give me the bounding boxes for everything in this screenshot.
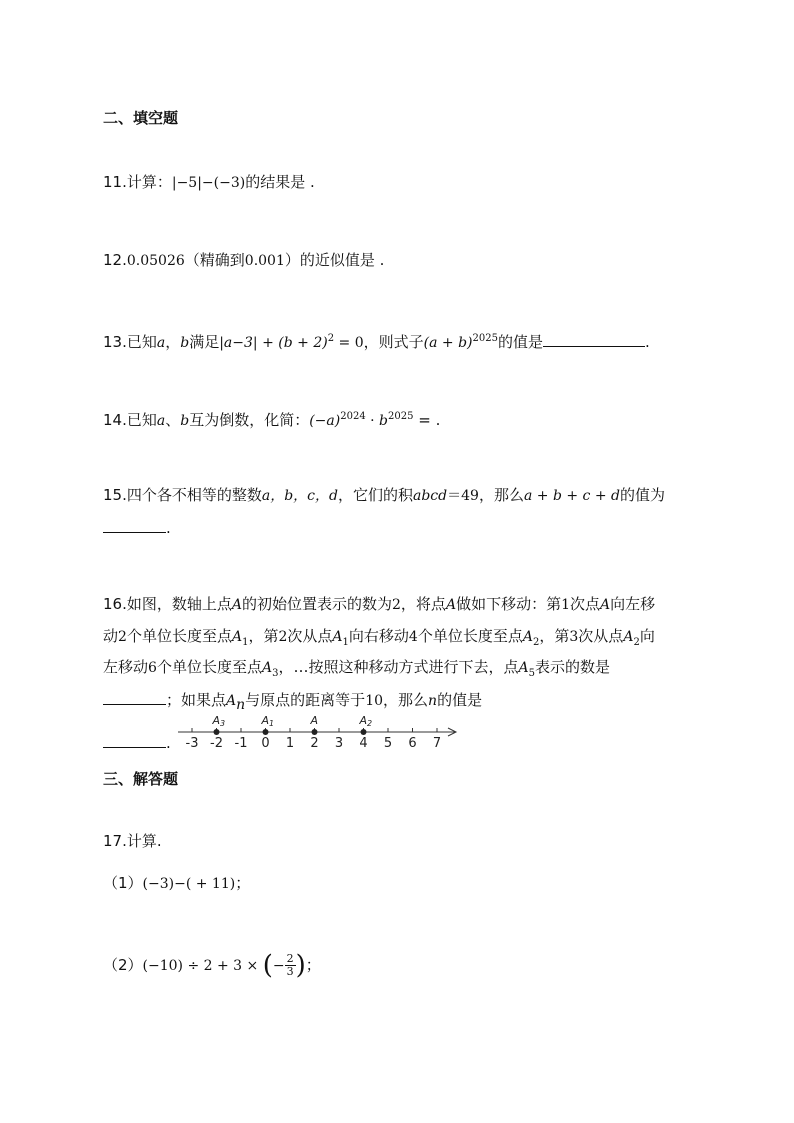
q17-part2-expr: (−10) ÷ 2 + 3 × <box>142 958 263 974</box>
q16-text: 动 <box>103 627 119 645</box>
number-line-tick-label: 1 <box>285 736 295 751</box>
q15-end: . <box>166 519 171 537</box>
q12-mid: （精确到 <box>184 251 245 269</box>
q14-base1: (−a) <box>309 413 341 429</box>
q15-mid2: ，那么 <box>478 486 524 504</box>
q11-prefix: 11.计算： <box>103 173 172 191</box>
q16-text: 向 <box>639 627 655 645</box>
q16-var-n: n <box>428 693 438 709</box>
q16-text: ，将点 <box>400 595 446 613</box>
number-line-point <box>214 729 220 735</box>
q16-point-a: A <box>226 693 237 709</box>
q16-subscript: n <box>236 697 246 713</box>
q16-text: 16.如图，数轴上点 <box>103 595 232 613</box>
number-line-tick-label: 2 <box>310 736 319 751</box>
q11-expr: |−5|−(−3) <box>171 175 246 191</box>
q16-subscript: 3 <box>272 668 279 679</box>
q17-part1-end: ； <box>235 874 251 892</box>
q15-vars: a，b，c，d <box>261 488 338 504</box>
q17-fraction-numerator: 2 <box>286 952 294 965</box>
q16-answer-blank-1[interactable] <box>103 690 166 705</box>
q16-text: 次从点 <box>578 627 624 645</box>
q16-point-a: A <box>231 597 242 613</box>
q16-point-a: A <box>600 597 611 613</box>
number-line-point <box>263 729 269 735</box>
question-13 <box>103 329 650 353</box>
q15-mid: ，它们的积 <box>337 486 413 504</box>
number-line-tick-label: 4 <box>359 736 368 751</box>
q14-sep: 、 <box>165 411 181 429</box>
number-line-point-label: A2 <box>359 714 373 728</box>
q16-number: 6 <box>148 660 157 676</box>
q16-text: 向右移动 <box>348 627 409 645</box>
q16-number: 2 <box>392 597 401 613</box>
number-line-tick-label: 0 <box>261 736 270 751</box>
q16-text: 与原点的距离等于 <box>245 691 366 709</box>
q16-point-a: A <box>332 629 343 645</box>
q16-subscript: 2 <box>633 637 640 648</box>
q16-subscript: 1 <box>242 637 249 648</box>
q16-text: 个单位长度至点 <box>156 658 262 676</box>
question-15-line2 <box>103 518 171 538</box>
q16-text: 次点 <box>570 595 601 613</box>
q16-number: 2 <box>118 629 127 645</box>
q16-end: . <box>166 734 171 752</box>
section-heading-answer: 三、解答题 <box>103 770 179 788</box>
q16-number: 3 <box>569 629 579 645</box>
q13-cond-end: = 0 <box>334 335 364 351</box>
number-line-tick-label: 7 <box>432 736 442 751</box>
q13-cond-expr: |a−3| + (b + 2) <box>219 335 328 351</box>
q13-exponent: 2025 <box>472 333 498 344</box>
q15-suffix: 的值为 <box>619 486 665 504</box>
q13-expr: (a + b) <box>423 335 473 351</box>
q13-comma: ， <box>165 333 181 351</box>
q16-text: 次从点 <box>287 627 333 645</box>
question-17-part2 <box>103 950 321 981</box>
q17-fraction <box>285 953 296 978</box>
question-16-line3 <box>103 657 610 684</box>
q14-exp1: 2024 <box>340 411 366 422</box>
q17-minus-sign: − <box>272 958 285 974</box>
q13-square: 2 <box>327 333 335 344</box>
q16-text: ；如果点 <box>166 691 227 709</box>
q13-end: . <box>644 333 650 351</box>
q16-text: 个单位长度至点 <box>417 627 523 645</box>
number-line-point-label: A1 <box>261 714 275 728</box>
q13-suffix: 的值是 <box>497 333 543 351</box>
q17-fraction-denominator: 3 <box>286 965 294 978</box>
q16-point-a: A <box>261 660 273 676</box>
number-line-point-label: A3 <box>212 714 226 728</box>
q16-text: ，第 <box>539 627 570 645</box>
q16-text: 的值是 <box>437 691 483 709</box>
q16-point-a: A <box>445 597 457 613</box>
q16-point-a: A <box>623 629 634 645</box>
q16-answer-blank-2[interactable] <box>103 733 166 748</box>
question-16-line1 <box>103 594 655 615</box>
number-line-figure <box>178 709 468 753</box>
q16-subscript: 2 <box>532 637 540 648</box>
q15-prefix: 15.四个各不相等的整数 <box>103 486 262 504</box>
q16-number: 4 <box>408 629 418 645</box>
q12-suffix: ）的近似值是 . <box>284 251 385 269</box>
number-line-tick-label: -1 <box>234 736 248 751</box>
q17-left-paren: ( <box>262 950 273 981</box>
q13-mid: ，则式子 <box>363 333 424 351</box>
q12-number: 0.05026 <box>126 253 185 269</box>
q17-part2-end: ； <box>305 956 321 974</box>
number-line-tick-label: 6 <box>408 736 417 751</box>
q15-answer-blank[interactable] <box>103 518 166 533</box>
q16-text: 表示的数是 <box>534 658 610 676</box>
q16-point-a: A <box>231 629 243 645</box>
q13-var-b: b <box>180 335 190 351</box>
number-line-point <box>312 729 318 735</box>
question-11 <box>103 172 315 193</box>
question-14 <box>103 407 440 431</box>
q11-suffix: 的结果是 . <box>245 173 315 191</box>
q16-text: ，第 <box>248 627 279 645</box>
q17-part1-label: （1） <box>103 874 143 892</box>
q16-text: 左移动 <box>103 658 149 676</box>
q13-var-a: a <box>156 335 166 351</box>
q17-part1-expr: (−3)−( + 11) <box>142 876 236 892</box>
number-line-tick-label: 5 <box>383 736 393 751</box>
q14-base2: b <box>379 413 389 429</box>
number-line-point-label: A <box>310 714 319 727</box>
q13-prefix: 13.已知 <box>103 333 157 351</box>
number-line-tick-label: -2 <box>210 736 223 751</box>
q16-text: 向左移 <box>610 595 656 613</box>
q14-var-a: a <box>156 413 166 429</box>
q15-product: abcd <box>413 488 448 504</box>
q16-number: 10 <box>365 693 384 709</box>
q13-cond-label: 满足 <box>189 333 220 351</box>
q16-text: 个单位长度至点 <box>126 627 232 645</box>
q16-number: 2 <box>278 629 288 645</box>
q16-text: ，那么 <box>383 691 429 709</box>
q14-var-b: b <box>180 413 190 429</box>
q16-subscript: 1 <box>342 637 349 648</box>
number-line-tick-label: -3 <box>185 736 199 751</box>
q16-point-a: A <box>522 629 533 645</box>
question-17-part1 <box>103 873 250 894</box>
q16-subscript: 5 <box>528 668 535 679</box>
q15-eq: ＝49 <box>447 488 479 504</box>
q16-text: 的初始位置表示的数为 <box>241 595 392 613</box>
q12-prefix: 12. <box>103 251 127 269</box>
q17-part2-label: （2） <box>103 956 143 974</box>
q16-number: 1 <box>561 597 570 613</box>
question-16-line2 <box>103 626 655 653</box>
q16-text: ，…按照这种移动方式进行下去，点 <box>278 658 519 676</box>
question-15 <box>103 485 665 506</box>
question-17-title: 17.计算. <box>103 832 162 850</box>
q14-exp2: 2025 <box>388 411 414 422</box>
q12-precision: 0.001 <box>244 253 285 269</box>
q14-dot: · <box>365 413 380 429</box>
q14-mid: 互为倒数，化简： <box>189 411 310 429</box>
question-16-line5 <box>103 733 171 753</box>
q14-prefix: 14.已知 <box>103 411 157 429</box>
q17-right-paren: ) <box>295 950 306 981</box>
q15-sum: a + b + c + d <box>523 488 620 504</box>
q16-point-a: A <box>518 660 529 676</box>
q13-answer-blank[interactable] <box>543 332 645 347</box>
number-line-tick-label: 3 <box>334 736 344 751</box>
section-heading-fill: 二、填空题 <box>103 109 179 127</box>
q16-text: 做如下移动：第 <box>456 595 562 613</box>
question-12 <box>103 250 384 271</box>
number-line-point <box>361 729 367 735</box>
q14-suffix: = . <box>413 411 441 429</box>
